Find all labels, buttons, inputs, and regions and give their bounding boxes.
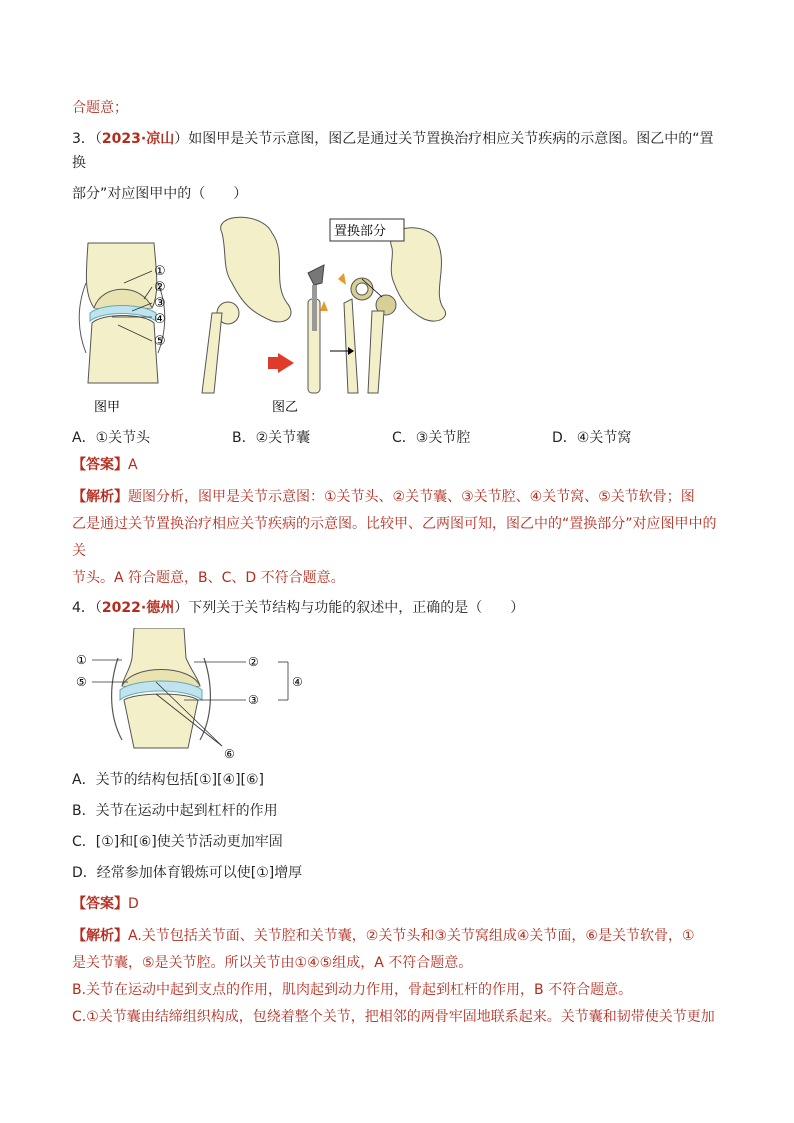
figure-a-label-3: ③ <box>154 296 166 311</box>
question-3-stem-a: ）如图甲是关节示意图，图乙是通过关节置换治疗相应关节疾病的示意图。图乙中的“置换 <box>72 131 714 171</box>
question-4-figure <box>72 628 726 764</box>
question-4-answer <box>72 892 726 916</box>
question-3-analysis <box>72 484 726 592</box>
figure-b-hip <box>202 217 446 393</box>
question-3-option-d[interactable]: D．④关节窝 <box>552 430 632 446</box>
question-3-options <box>72 427 712 447</box>
question-3-answer-label: 【答案】 <box>72 457 128 473</box>
question-4-analysis <box>72 923 726 1031</box>
figure-b-caption: 图乙 <box>272 400 299 415</box>
figure-label-1: ① <box>76 653 87 667</box>
question-4-analysis-3: B.关节在运动中起到支点的作用，肌肉起到动力作用，骨起到杠杆的作用，B 不符合题意。 <box>72 982 633 998</box>
joint-replacement-diagram <box>72 213 672 419</box>
question-4-analysis-1: A.关节包括关节面、关节腔和关节囊，②关节头和③关节窝组成④关节面，⑥是关节软骨，① <box>128 928 695 944</box>
question-3-analysis-3: 节头。A 符合题意，B、C、D 不符合题意。 <box>72 570 345 586</box>
continued-text: 合题意； <box>72 100 128 116</box>
question-3-answer <box>72 453 726 477</box>
question-3-option-b[interactable]: B．②关节囊 <box>232 430 311 446</box>
figure-label-6: ⑥ <box>224 747 235 761</box>
figure-label-4: ④ <box>292 675 303 689</box>
figure-b-box-label: 置换部分 <box>334 224 387 239</box>
question-4-stem <box>72 596 726 620</box>
question-3-source: 2023·凉山 <box>101 131 175 147</box>
figure-a-caption: 图甲 <box>94 400 121 415</box>
question-3-stem-b: 部分”对应图甲中的（ ） <box>72 186 248 202</box>
question-4-answer-label: 【答案】 <box>72 896 128 912</box>
question-4-analysis-4: C.①关节囊由结缔组织构成，包绕着整个关节，把相邻的两骨牢固地联系起来。关节囊和韧带使关节更加 <box>72 1009 715 1025</box>
knee-joint-diagram <box>72 628 332 764</box>
question-4-option-a[interactable]: A．关节的结构包括[①][④][⑥] <box>72 772 265 788</box>
question-3-figure <box>72 213 726 419</box>
figure-label-5: ⑤ <box>76 675 87 689</box>
question-4-number: 4．（ <box>72 600 102 616</box>
question-3-analysis-label: 【解析】 <box>72 489 128 505</box>
question-4-answer-value: D <box>128 896 139 912</box>
question-4-option-c[interactable]: C．[①]和[⑥]使关节活动更加牢固 <box>72 834 283 850</box>
question-3-option-a[interactable]: A．①关节头 <box>72 430 151 446</box>
question-3-stem <box>72 127 726 175</box>
question-4-analysis-label: 【解析】 <box>72 928 128 944</box>
document-page <box>72 96 726 1035</box>
figure-a-label-1: ① <box>154 264 166 279</box>
question-4-option-d[interactable]: D．经常参加体育锻炼可以使[①]增厚 <box>72 865 303 881</box>
question-3-analysis-2: 乙是通过关节置换治疗相应关节疾病的示意图。比较甲、乙两图可知，图乙中的“置换部分”对应图甲中的关 <box>72 516 717 559</box>
figure-label-3: ③ <box>248 693 259 707</box>
figure-a-label-5: ⑤ <box>154 334 166 349</box>
question-3-answer-value: A <box>128 457 138 473</box>
figure-a-label-4: ④ <box>154 312 166 327</box>
question-3-option-c[interactable]: C．③关节腔 <box>392 430 471 446</box>
figure-label-2: ② <box>248 655 259 669</box>
figure-a-label-2: ② <box>154 280 166 295</box>
question-4-analysis-2: 是关节囊，⑤是关节腔。所以关节由①④⑤组成，A 不符合题意。 <box>72 955 473 971</box>
figure-a-joint <box>79 243 165 383</box>
question-4-stem-text: ）下列关于关节结构与功能的叙述中，正确的是（ ） <box>174 600 525 616</box>
question-4-source: 2022·德州 <box>101 600 175 616</box>
question-3-analysis-1: 题图分析，图甲是关节示意图：①关节头、②关节囊、③关节腔、④关节窝、⑤关节软骨；图 <box>128 489 695 505</box>
question-3-number: 3．（ <box>72 131 102 147</box>
question-4-option-b[interactable]: B．关节在运动中起到杠杆的作用 <box>72 803 278 819</box>
